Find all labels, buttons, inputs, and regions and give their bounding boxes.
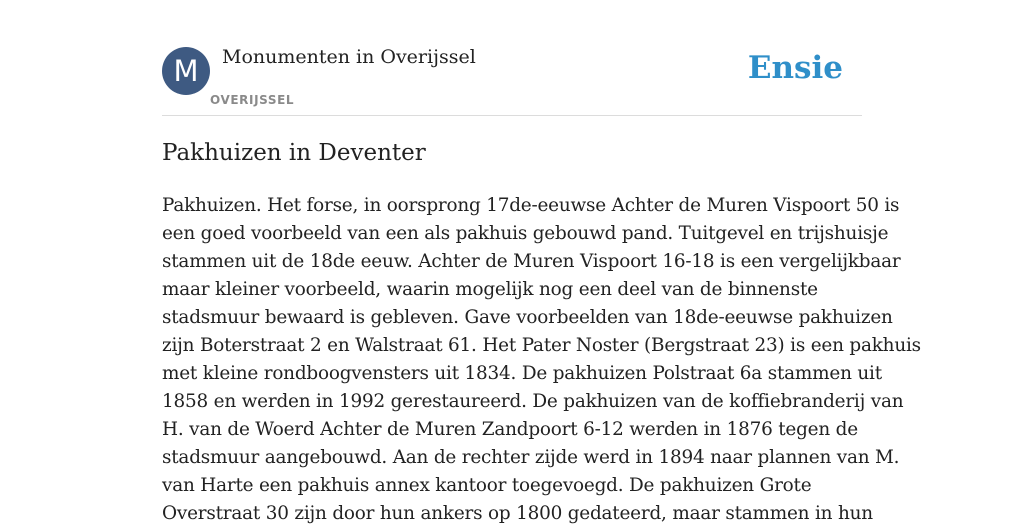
body-line: H. van de Woerd Achter de Muren Zandpoort 6-12 werden in 1876 tegen de — [162, 419, 858, 440]
article-title: Pakhuizen in Deventer — [162, 140, 426, 166]
ensie-logo[interactable]: Ensie — [747, 50, 843, 86]
avatar[interactable]: M — [162, 47, 210, 95]
body-line: stadsmuur bewaard is gebleven. Gave voorbeelden van 18de-eeuwse pakhuizen — [162, 307, 893, 328]
article-body — [162, 192, 921, 528]
body-line: van Harte een pakhuis annex kantoor toegevoegd. De pakhuizen Grote — [162, 475, 812, 496]
header-divider — [162, 115, 862, 116]
body-line: met kleine rondboogvensters uit 1834. De pakhuizen Polstraat 6a stammen uit — [162, 363, 882, 384]
body-line: maar kleiner voorbeeld, waarin mogelijk nog een deel van de binnenste — [162, 279, 818, 300]
body-line: 1858 en werden in 1992 gerestaureerd. De pakhuizen van de koffiebranderij van — [162, 391, 904, 412]
body-line: stadsmuur aangebouwd. Aan de rechter zijde werd in 1894 naar plannen van M. — [162, 447, 900, 468]
body-line: Pakhuizen. Het forse, in oorsprong 17de-eeuwse Achter de Muren Vispoort 50 is — [162, 195, 900, 216]
body-line: stammen uit de 18de eeuw. Achter de Muren Vispoort 16-18 is een vergelijkbaar — [162, 251, 901, 272]
book-title-link[interactable]: Monumenten in Overijssel — [222, 46, 476, 68]
category-label[interactable]: OVERIJSSEL — [210, 93, 295, 107]
body-line: zijn Boterstraat 2 en Walstraat 61. Het Pater Noster (Bergstraat 23) is een pakhuis — [162, 335, 921, 356]
body-line: Overstraat 30 zijn door hun ankers op 1800 gedateerd, maar stammen in hun — [162, 503, 873, 524]
body-line: een goed voorbeeld van een als pakhuis gebouwd pand. Tuitgevel en trijshuisje — [162, 223, 889, 244]
